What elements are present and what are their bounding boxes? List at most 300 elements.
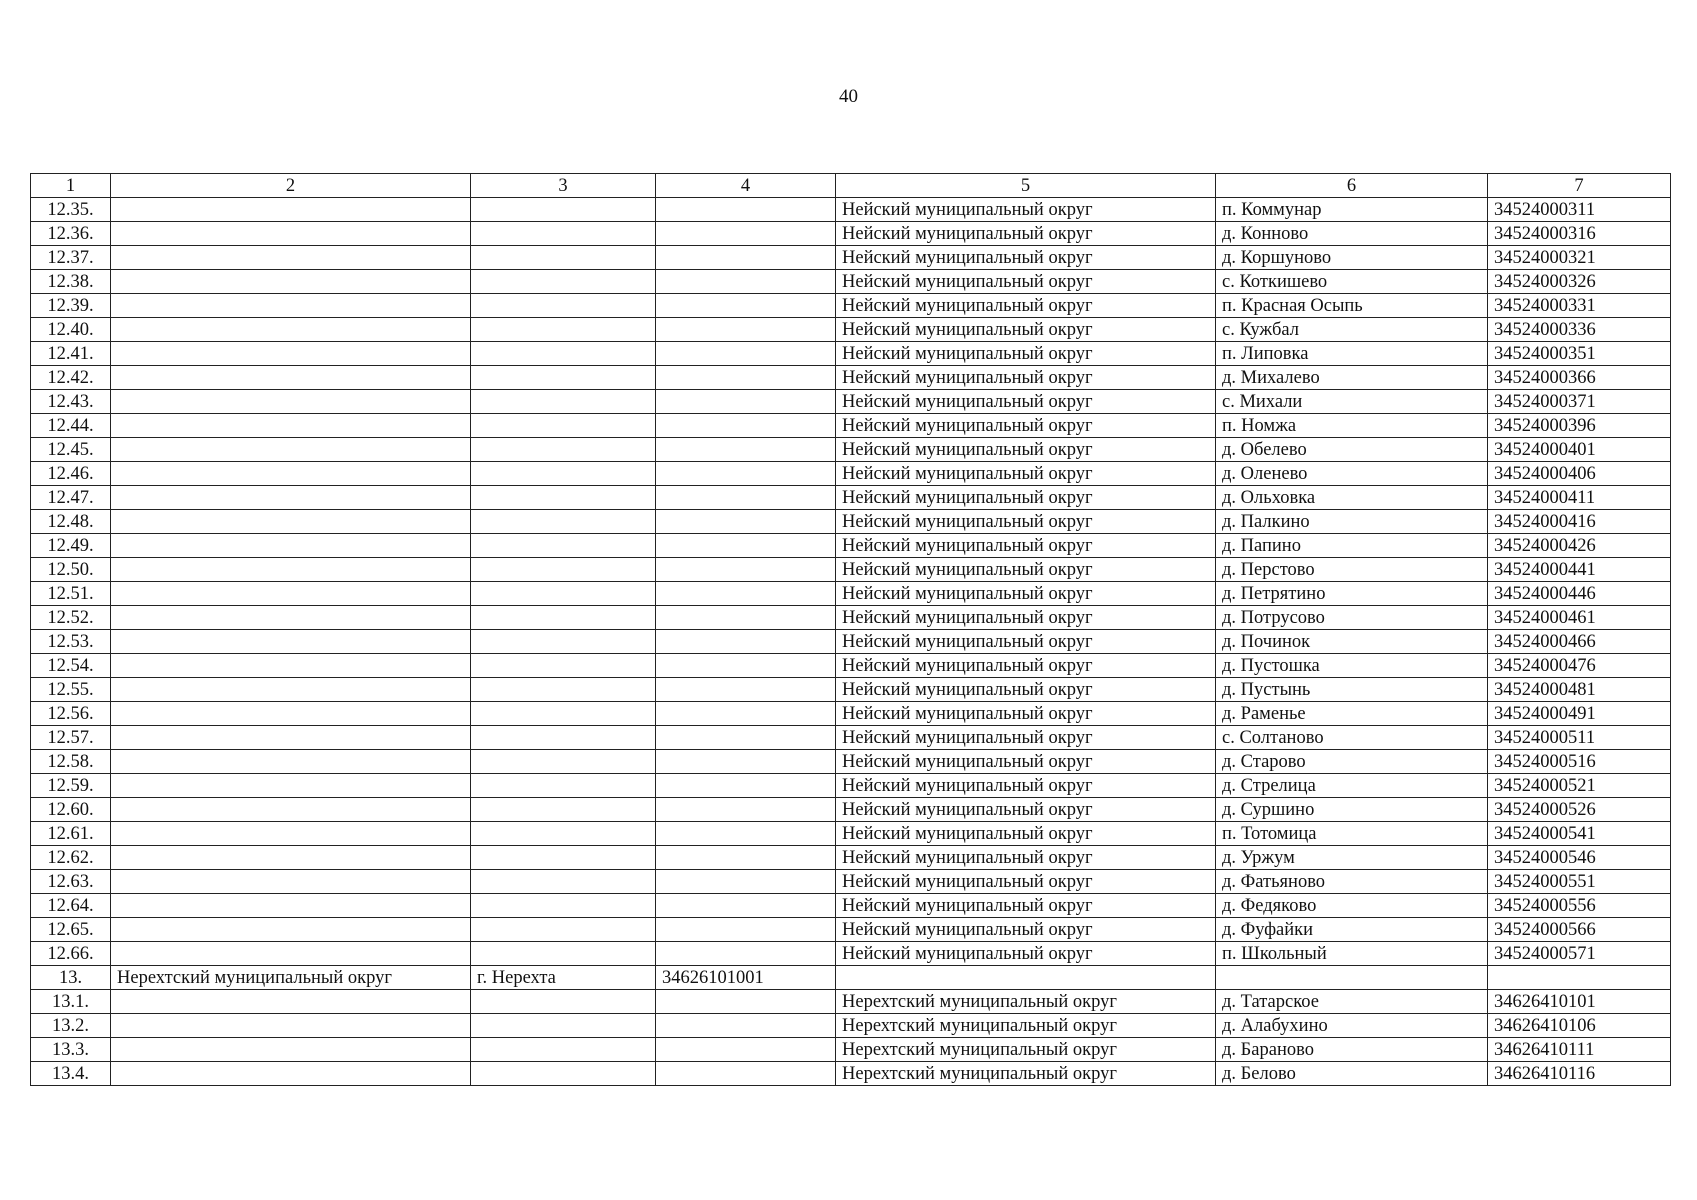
table-row	[31, 414, 1671, 438]
admin-center-cell	[471, 990, 656, 1014]
row-number-cell: 12.36.	[31, 222, 111, 246]
municipality-cell: Нейский муниципальный округ	[836, 606, 1216, 630]
row-number-cell: 12.59.	[31, 774, 111, 798]
municipality-cell: Нейский муниципальный округ	[836, 894, 1216, 918]
district-cell	[111, 390, 471, 414]
admin-center-cell: г. Нерехта	[471, 966, 656, 990]
settlement-cell: д. Федяково	[1216, 894, 1488, 918]
municipality-cell: Нейский муниципальный округ	[836, 870, 1216, 894]
municipality-cell: Нейский муниципальный округ	[836, 222, 1216, 246]
col-oktmo-header: 7	[1488, 174, 1671, 198]
admin-center-cell	[471, 438, 656, 462]
municipality-cell: Нейский муниципальный округ	[836, 462, 1216, 486]
row-number-cell: 12.48.	[31, 510, 111, 534]
row-number-cell: 12.52.	[31, 606, 111, 630]
table-row	[31, 702, 1671, 726]
table-row	[31, 822, 1671, 846]
row-number-cell: 12.66.	[31, 942, 111, 966]
district-cell	[111, 846, 471, 870]
district-cell	[111, 294, 471, 318]
admin-center-cell	[471, 342, 656, 366]
district-cell	[111, 198, 471, 222]
admin-center-cell	[471, 510, 656, 534]
center-code-cell	[656, 822, 836, 846]
oktmo-code-cell: 34524000371	[1488, 390, 1671, 414]
municipality-cell: Нейский муниципальный округ	[836, 534, 1216, 558]
admin-center-cell	[471, 558, 656, 582]
table-row	[31, 942, 1671, 966]
admin-center-cell	[471, 366, 656, 390]
admin-center-cell	[471, 246, 656, 270]
district-cell	[111, 558, 471, 582]
row-number-cell: 12.39.	[31, 294, 111, 318]
col-center-header: 3	[471, 174, 656, 198]
settlement-cell: д. Алабухино	[1216, 1014, 1488, 1038]
municipality-cell: Нейский муниципальный округ	[836, 246, 1216, 270]
settlement-cell: д. Коршуново	[1216, 246, 1488, 270]
municipality-cell: Нейский муниципальный округ	[836, 774, 1216, 798]
table-row	[31, 534, 1671, 558]
center-code-cell	[656, 342, 836, 366]
row-number-cell: 12.56.	[31, 702, 111, 726]
row-number-cell: 12.35.	[31, 198, 111, 222]
row-number-cell: 12.51.	[31, 582, 111, 606]
oktmo-code-cell: 34524000326	[1488, 270, 1671, 294]
center-code-cell	[656, 726, 836, 750]
oktmo-code-cell: 34524000446	[1488, 582, 1671, 606]
municipality-cell: Нейский муниципальный округ	[836, 654, 1216, 678]
row-number-cell: 13.1.	[31, 990, 111, 1014]
municipality-cell: Нейский муниципальный округ	[836, 414, 1216, 438]
municipality-cell: Нейский муниципальный округ	[836, 630, 1216, 654]
center-code-cell	[656, 462, 836, 486]
district-cell	[111, 990, 471, 1014]
municipality-cell: Нейский муниципальный округ	[836, 726, 1216, 750]
municipality-cell: Нейский муниципальный округ	[836, 294, 1216, 318]
settlement-cell: д. Стрелица	[1216, 774, 1488, 798]
center-code-cell	[656, 678, 836, 702]
row-number-cell: 13.4.	[31, 1062, 111, 1086]
settlement-cell: с. Михали	[1216, 390, 1488, 414]
table-row	[31, 678, 1671, 702]
municipality-cell: Нейский муниципальный округ	[836, 942, 1216, 966]
row-number-cell: 12.61.	[31, 822, 111, 846]
oktmo-code-cell: 34524000416	[1488, 510, 1671, 534]
oktmo-code-cell: 34626410116	[1488, 1062, 1671, 1086]
settlement-cell: с. Коткишево	[1216, 270, 1488, 294]
row-number-cell: 12.43.	[31, 390, 111, 414]
district-cell	[111, 654, 471, 678]
oktmo-code-cell: 34524000526	[1488, 798, 1671, 822]
municipality-cell: Нейский муниципальный округ	[836, 438, 1216, 462]
municipality-cell: Нейский муниципальный округ	[836, 918, 1216, 942]
table-row	[31, 1062, 1671, 1086]
settlement-cell: д. Оленево	[1216, 462, 1488, 486]
district-cell	[111, 606, 471, 630]
admin-center-cell	[471, 462, 656, 486]
district-cell	[111, 510, 471, 534]
table-row	[31, 510, 1671, 534]
center-code-cell	[656, 1014, 836, 1038]
admin-center-cell	[471, 1038, 656, 1062]
table-row	[31, 774, 1671, 798]
row-number-cell: 13.	[31, 966, 111, 990]
municipality-cell: Нейский муниципальный округ	[836, 366, 1216, 390]
row-number-cell: 12.65.	[31, 918, 111, 942]
page-number: 40	[839, 86, 858, 107]
settlement-cell: д. Конново	[1216, 222, 1488, 246]
district-cell	[111, 678, 471, 702]
center-code-cell	[656, 918, 836, 942]
district-cell	[111, 918, 471, 942]
admin-center-cell	[471, 750, 656, 774]
row-number-cell: 12.38.	[31, 270, 111, 294]
admin-center-cell	[471, 486, 656, 510]
oktmo-code-cell: 34524000481	[1488, 678, 1671, 702]
center-code-cell	[656, 606, 836, 630]
table-row	[31, 1014, 1671, 1038]
row-number-cell: 12.41.	[31, 342, 111, 366]
settlement-cell: п. Тотомица	[1216, 822, 1488, 846]
oktmo-code-cell: 34524000411	[1488, 486, 1671, 510]
admin-center-cell	[471, 1014, 656, 1038]
district-cell	[111, 270, 471, 294]
settlement-cell: д. Суршино	[1216, 798, 1488, 822]
settlement-cell: д. Перстово	[1216, 558, 1488, 582]
table-row	[31, 390, 1671, 414]
table-row	[31, 558, 1671, 582]
admin-center-cell	[471, 582, 656, 606]
row-number-cell: 12.37.	[31, 246, 111, 270]
row-number-cell: 12.55.	[31, 678, 111, 702]
admin-center-cell	[471, 222, 656, 246]
district-cell	[111, 942, 471, 966]
row-number-cell: 12.64.	[31, 894, 111, 918]
admin-center-cell	[471, 294, 656, 318]
row-number-cell: 12.42.	[31, 366, 111, 390]
table-row	[31, 318, 1671, 342]
row-number-cell: 12.47.	[31, 486, 111, 510]
district-cell	[111, 246, 471, 270]
center-code-cell	[656, 774, 836, 798]
table-row	[31, 270, 1671, 294]
col-district-header: 2	[111, 174, 471, 198]
oktmo-code-cell: 34626410111	[1488, 1038, 1671, 1062]
table-row	[31, 606, 1671, 630]
row-number-cell: 12.46.	[31, 462, 111, 486]
row-number-cell: 12.63.	[31, 870, 111, 894]
municipality-cell: Нейский муниципальный округ	[836, 486, 1216, 510]
settlement-cell: д. Пустынь	[1216, 678, 1488, 702]
admin-center-cell	[471, 390, 656, 414]
district-cell	[111, 630, 471, 654]
settlement-cell: д. Михалево	[1216, 366, 1488, 390]
row-number-cell: 12.40.	[31, 318, 111, 342]
settlement-cell: д. Белово	[1216, 1062, 1488, 1086]
district-cell: Нерехтский муниципальный округ	[111, 966, 471, 990]
table-row	[31, 990, 1671, 1014]
table-row	[31, 798, 1671, 822]
table-row	[31, 486, 1671, 510]
center-code-cell	[656, 798, 836, 822]
settlement-cell: д. Ольховка	[1216, 486, 1488, 510]
district-cell	[111, 534, 471, 558]
table-row	[31, 582, 1671, 606]
admin-center-cell	[471, 894, 656, 918]
table-row	[31, 198, 1671, 222]
table-row	[31, 366, 1671, 390]
center-code-cell	[656, 270, 836, 294]
oktmo-code-cell: 34626410106	[1488, 1014, 1671, 1038]
table-row	[31, 438, 1671, 462]
table-row	[31, 726, 1671, 750]
district-cell	[111, 366, 471, 390]
table-row	[31, 342, 1671, 366]
municipality-cell: Нейский муниципальный округ	[836, 846, 1216, 870]
municipality-cell	[836, 966, 1216, 990]
oktmo-code-cell: 34524000396	[1488, 414, 1671, 438]
municipality-cell: Нерехтский муниципальный округ	[836, 1062, 1216, 1086]
center-code-cell	[656, 942, 836, 966]
municipality-cell: Нейский муниципальный округ	[836, 318, 1216, 342]
municipality-cell: Нейский муниципальный округ	[836, 342, 1216, 366]
admin-center-cell	[471, 318, 656, 342]
row-number-cell: 12.62.	[31, 846, 111, 870]
oktmo-code-cell: 34524000401	[1488, 438, 1671, 462]
municipality-cell: Нерехтский муниципальный округ	[836, 990, 1216, 1014]
oktmo-code-cell: 34524000556	[1488, 894, 1671, 918]
admin-center-cell	[471, 606, 656, 630]
municipality-cell: Нейский муниципальный округ	[836, 270, 1216, 294]
row-number-cell: 13.2.	[31, 1014, 111, 1038]
district-cell	[111, 414, 471, 438]
settlements-table	[30, 173, 1671, 1086]
settlement-cell: д. Палкино	[1216, 510, 1488, 534]
oktmo-code-cell: 34626410101	[1488, 990, 1671, 1014]
admin-center-cell	[471, 870, 656, 894]
settlement-cell: п. Номжа	[1216, 414, 1488, 438]
center-code-cell: 34626101001	[656, 966, 836, 990]
municipality-cell: Нейский муниципальный округ	[836, 750, 1216, 774]
oktmo-code-cell: 34524000511	[1488, 726, 1671, 750]
oktmo-code-cell: 34524000351	[1488, 342, 1671, 366]
settlement-cell: д. Раменье	[1216, 702, 1488, 726]
settlement-cell: с. Кужбал	[1216, 318, 1488, 342]
table-row	[31, 222, 1671, 246]
settlement-cell: п. Красная Осыпь	[1216, 294, 1488, 318]
settlement-cell: д. Фатьяново	[1216, 870, 1488, 894]
admin-center-cell	[471, 630, 656, 654]
center-code-cell	[656, 630, 836, 654]
district-cell	[111, 438, 471, 462]
row-number-cell: 12.57.	[31, 726, 111, 750]
oktmo-code-cell: 34524000546	[1488, 846, 1671, 870]
center-code-cell	[656, 750, 836, 774]
oktmo-code-cell: 34524000551	[1488, 870, 1671, 894]
oktmo-code-cell: 34524000566	[1488, 918, 1671, 942]
settlement-cell: п. Школьный	[1216, 942, 1488, 966]
municipality-cell: Нейский муниципальный округ	[836, 678, 1216, 702]
center-code-cell	[656, 1062, 836, 1086]
center-code-cell	[656, 198, 836, 222]
district-cell	[111, 1038, 471, 1062]
municipality-cell: Нейский муниципальный округ	[836, 390, 1216, 414]
admin-center-cell	[471, 414, 656, 438]
oktmo-code-cell: 34524000466	[1488, 630, 1671, 654]
district-cell	[111, 774, 471, 798]
center-code-cell	[656, 702, 836, 726]
center-code-cell	[656, 654, 836, 678]
settlement-cell: д. Петрятино	[1216, 582, 1488, 606]
col-municipality-header: 5	[836, 174, 1216, 198]
header-row	[31, 174, 1671, 198]
center-code-cell	[656, 438, 836, 462]
oktmo-code-cell: 34524000316	[1488, 222, 1671, 246]
settlement-cell: д. Уржум	[1216, 846, 1488, 870]
row-number-cell: 13.3.	[31, 1038, 111, 1062]
admin-center-cell	[471, 1062, 656, 1086]
district-cell	[111, 798, 471, 822]
admin-center-cell	[471, 702, 656, 726]
table-row	[31, 894, 1671, 918]
center-code-cell	[656, 846, 836, 870]
oktmo-code-cell: 34524000461	[1488, 606, 1671, 630]
municipality-cell: Нейский муниципальный округ	[836, 510, 1216, 534]
table-body	[31, 198, 1671, 1086]
settlement-cell	[1216, 966, 1488, 990]
settlement-cell: п. Коммунар	[1216, 198, 1488, 222]
district-cell	[111, 894, 471, 918]
admin-center-cell	[471, 654, 656, 678]
settlement-cell: д. Починок	[1216, 630, 1488, 654]
admin-center-cell	[471, 942, 656, 966]
district-cell	[111, 222, 471, 246]
table-row	[31, 462, 1671, 486]
oktmo-code-cell: 34524000336	[1488, 318, 1671, 342]
table-row	[31, 870, 1671, 894]
col-center-code-header: 4	[656, 174, 836, 198]
settlement-cell: д. Фуфайки	[1216, 918, 1488, 942]
oktmo-code-cell: 34524000321	[1488, 246, 1671, 270]
admin-center-cell	[471, 798, 656, 822]
settlement-cell: д. Папино	[1216, 534, 1488, 558]
settlement-cell: д. Старово	[1216, 750, 1488, 774]
municipality-cell: Нейский муниципальный округ	[836, 558, 1216, 582]
admin-center-cell	[471, 678, 656, 702]
row-number-cell: 12.53.	[31, 630, 111, 654]
center-code-cell	[656, 222, 836, 246]
center-code-cell	[656, 558, 836, 582]
municipality-cell: Нейский муниципальный округ	[836, 822, 1216, 846]
center-code-cell	[656, 366, 836, 390]
district-cell	[111, 822, 471, 846]
center-code-cell	[656, 894, 836, 918]
oktmo-code-cell: 34524000516	[1488, 750, 1671, 774]
district-cell	[111, 462, 471, 486]
oktmo-code-cell: 34524000476	[1488, 654, 1671, 678]
table-row	[31, 246, 1671, 270]
settlement-cell: д. Бараново	[1216, 1038, 1488, 1062]
admin-center-cell	[471, 726, 656, 750]
center-code-cell	[656, 390, 836, 414]
table-row	[31, 654, 1671, 678]
oktmo-code-cell: 34524000441	[1488, 558, 1671, 582]
settlement-cell: с. Солтаново	[1216, 726, 1488, 750]
oktmo-code-cell: 34524000366	[1488, 366, 1671, 390]
center-code-cell	[656, 990, 836, 1014]
row-number-cell: 12.45.	[31, 438, 111, 462]
center-code-cell	[656, 486, 836, 510]
col-settlement-header: 6	[1216, 174, 1488, 198]
oktmo-code-cell: 34524000521	[1488, 774, 1671, 798]
table-row	[31, 918, 1671, 942]
oktmo-code-cell: 34524000406	[1488, 462, 1671, 486]
municipality-cell: Нейский муниципальный округ	[836, 702, 1216, 726]
settlement-cell: д. Татарское	[1216, 990, 1488, 1014]
settlement-cell: д. Потрусово	[1216, 606, 1488, 630]
oktmo-code-cell: 34524000541	[1488, 822, 1671, 846]
district-cell	[111, 318, 471, 342]
table-row	[31, 630, 1671, 654]
district-cell	[111, 1062, 471, 1086]
row-number-cell: 12.49.	[31, 534, 111, 558]
oktmo-code-cell: 34524000571	[1488, 942, 1671, 966]
col-number-header: 1	[31, 174, 111, 198]
municipality-cell: Нерехтский муниципальный округ	[836, 1014, 1216, 1038]
table-row	[31, 294, 1671, 318]
settlement-cell: п. Липовка	[1216, 342, 1488, 366]
settlement-cell: д. Обелево	[1216, 438, 1488, 462]
center-code-cell	[656, 582, 836, 606]
municipality-cell: Нейский муниципальный округ	[836, 198, 1216, 222]
row-number-cell: 12.60.	[31, 798, 111, 822]
district-cell	[111, 1014, 471, 1038]
center-code-cell	[656, 414, 836, 438]
municipality-cell: Нейский муниципальный округ	[836, 798, 1216, 822]
district-cell	[111, 870, 471, 894]
municipality-cell: Нейский муниципальный округ	[836, 582, 1216, 606]
district-cell	[111, 582, 471, 606]
oktmo-code-cell	[1488, 966, 1671, 990]
admin-center-cell	[471, 270, 656, 294]
admin-center-cell	[471, 846, 656, 870]
oktmo-code-cell: 34524000491	[1488, 702, 1671, 726]
admin-center-cell	[471, 918, 656, 942]
admin-center-cell	[471, 198, 656, 222]
municipality-cell: Нерехтский муниципальный округ	[836, 1038, 1216, 1062]
district-cell	[111, 750, 471, 774]
table-row	[31, 750, 1671, 774]
oktmo-code-cell: 34524000426	[1488, 534, 1671, 558]
row-number-cell: 12.44.	[31, 414, 111, 438]
center-code-cell	[656, 246, 836, 270]
table-row	[31, 1038, 1671, 1062]
center-code-cell	[656, 1038, 836, 1062]
center-code-cell	[656, 870, 836, 894]
center-code-cell	[656, 510, 836, 534]
center-code-cell	[656, 318, 836, 342]
row-number-cell: 12.54.	[31, 654, 111, 678]
district-cell	[111, 342, 471, 366]
oktmo-code-cell: 34524000311	[1488, 198, 1671, 222]
center-code-cell	[656, 534, 836, 558]
district-cell	[111, 726, 471, 750]
table-row	[31, 846, 1671, 870]
table-row	[31, 966, 1671, 990]
row-number-cell: 12.50.	[31, 558, 111, 582]
oktmo-code-cell: 34524000331	[1488, 294, 1671, 318]
admin-center-cell	[471, 822, 656, 846]
